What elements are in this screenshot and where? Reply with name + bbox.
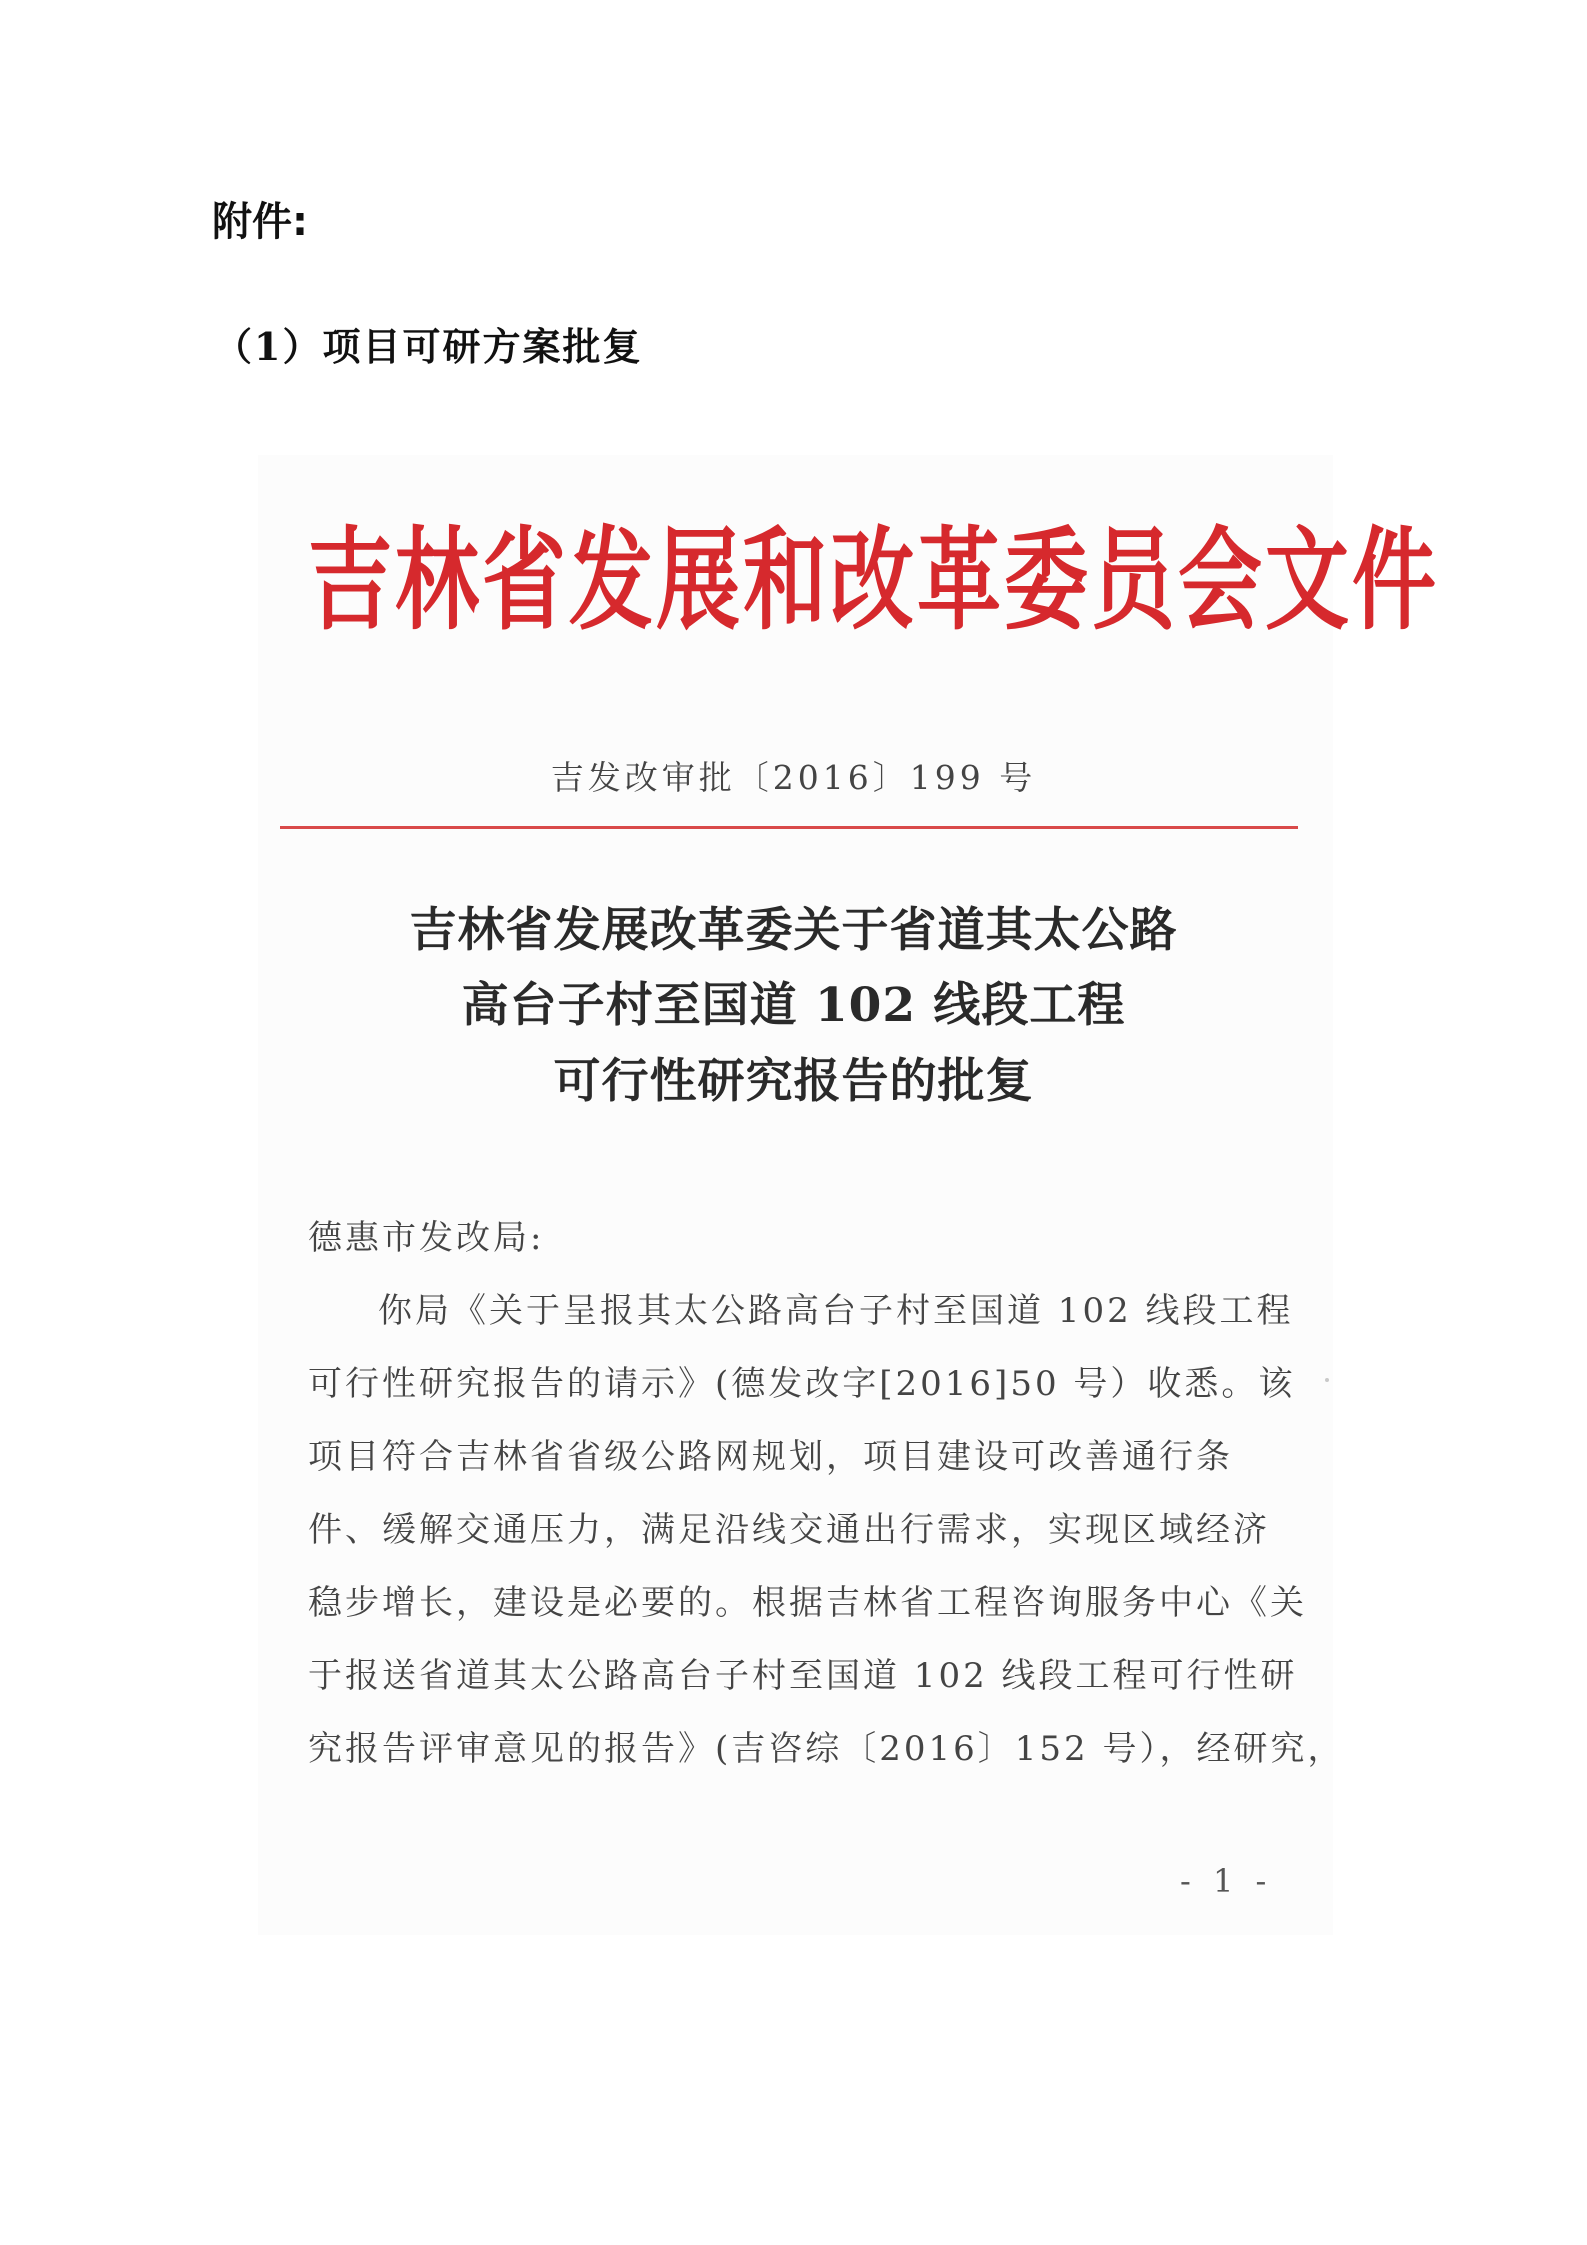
document-title-line-2: 高台子村至国道 102 线段工程 bbox=[461, 978, 1126, 1033]
item-heading: （1）项目可研方案批复 bbox=[214, 324, 643, 369]
document-title-line-3: 可行性研究报告的批复 bbox=[553, 1054, 1034, 1109]
body-line-1: 你局《关于呈报其太公路高台子村至国道 102 线段工程 bbox=[378, 1291, 1294, 1331]
page-number: - 1 - bbox=[1180, 1862, 1273, 1900]
body-line-6: 于报送省道其太公路高台子村至国道 102 线段工程可行性研 bbox=[308, 1656, 1298, 1696]
addressee: 德惠市发改局: bbox=[308, 1218, 545, 1258]
body-line-2: 可行性研究报告的请示》(德发改字[2016]50 号）收悉。该 bbox=[308, 1364, 1296, 1404]
body-line-5: 稳步增长，建设是必要的。根据吉林省工程咨询服务中心《关 bbox=[308, 1583, 1307, 1623]
document-number bbox=[0, 752, 1587, 799]
body-line-7: 究报告评审意见的报告》(吉咨综〔2016〕152 号），经研究， bbox=[308, 1729, 1345, 1769]
document-number-text: 吉发改审批〔2016〕199 号 bbox=[550, 758, 1037, 797]
red-header: 吉林省发展和改革委员会文件 bbox=[308, 515, 1440, 646]
scanned-document bbox=[258, 455, 1440, 1935]
body-line-3: 项目符合吉林省省级公路网规划，项目建设可改善通行条 bbox=[308, 1437, 1233, 1477]
red-divider bbox=[280, 826, 1298, 829]
scan-speck bbox=[1325, 1378, 1329, 1382]
document-title-line-1: 吉林省发展改革委关于省道其太公路 bbox=[409, 903, 1178, 958]
body-line-4: 件、缓解交通压力，满足沿线交通出行需求，实现区域经济 bbox=[308, 1510, 1270, 1550]
attachment-heading: 附件: bbox=[212, 199, 308, 245]
